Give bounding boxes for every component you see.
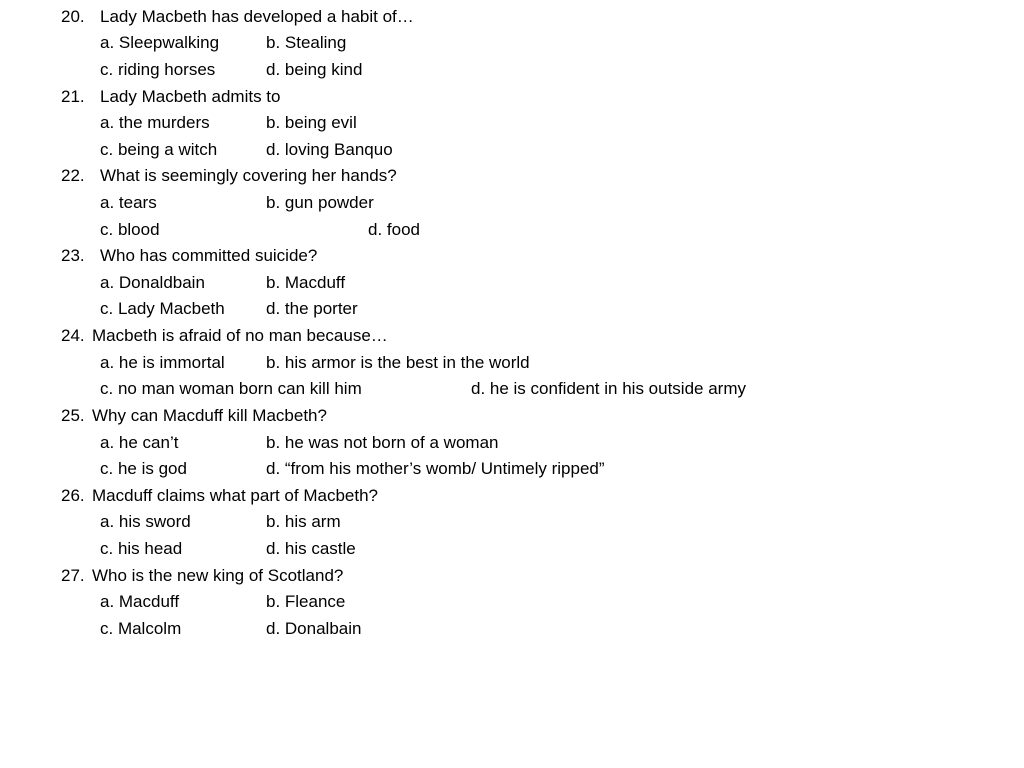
answer-option: d. the porter (266, 299, 358, 318)
question-text: Why can Macduff kill Macbeth? (92, 406, 327, 425)
answer-option: b. his arm (266, 512, 341, 531)
answer-option: c. no man woman born can kill him (100, 379, 362, 398)
question-number: 21. (61, 87, 85, 106)
answer-option: a. the murders (100, 113, 210, 132)
question-text: Lady Macbeth admits to (100, 87, 281, 106)
answer-option: c. blood (100, 220, 160, 239)
question-text: Who is the new king of Scotland? (92, 566, 344, 585)
question-number: 23. (61, 246, 85, 265)
answer-option: d. “from his mother’s womb/ Untimely ripped” (266, 459, 605, 478)
question-text: Lady Macbeth has developed a habit of… (100, 7, 414, 26)
answer-option: a. Donaldbain (100, 273, 205, 292)
answer-option: b. his armor is the best in the world (266, 353, 530, 372)
answer-option: a. Sleepwalking (100, 33, 220, 52)
answer-option: d. being kind (266, 60, 363, 79)
answer-option: a. tears (100, 193, 157, 212)
question-number: 20. (61, 7, 85, 26)
answer-option: a. his sword (100, 512, 191, 531)
answer-option: b. being evil (266, 113, 357, 132)
question-text: Macbeth is afraid of no man because… (92, 326, 388, 345)
answer-option: b. Stealing (266, 33, 347, 52)
question-text: Who has committed suicide? (100, 246, 318, 265)
answer-option: b. gun powder (266, 193, 374, 212)
answer-option: c. Lady Macbeth (100, 299, 225, 318)
answer-option: c. being a witch (100, 140, 218, 159)
answer-option: a. he is immortal (100, 353, 225, 372)
answer-option: b. he was not born of a woman (266, 433, 499, 452)
answer-option: b. Macduff (266, 273, 346, 292)
answer-option: c. he is god (100, 459, 187, 478)
question-number: 24. (61, 326, 85, 345)
question-text: Macduff claims what part of Macbeth? (92, 486, 378, 505)
answer-option: b. Fleance (266, 592, 346, 611)
answer-option: d. food (368, 220, 420, 239)
question-number: 25. (61, 406, 85, 425)
question-number: 26. (61, 486, 85, 505)
question-number: 22. (61, 166, 85, 185)
answer-option: d. his castle (266, 539, 356, 558)
question-text: What is seemingly covering her hands? (100, 166, 397, 185)
answer-option: c. Malcolm (100, 619, 182, 638)
answer-option: c. his head (100, 539, 183, 558)
answer-option: a. Macduff (100, 592, 180, 611)
answer-option: d. Donalbain (266, 619, 362, 638)
answer-option: c. riding horses (100, 60, 216, 79)
answer-option: d. he is confident in his outside army (471, 379, 746, 398)
answer-option: a. he can’t (100, 433, 179, 452)
answer-option: d. loving Banquo (266, 140, 393, 159)
question-number: 27. (61, 566, 85, 585)
